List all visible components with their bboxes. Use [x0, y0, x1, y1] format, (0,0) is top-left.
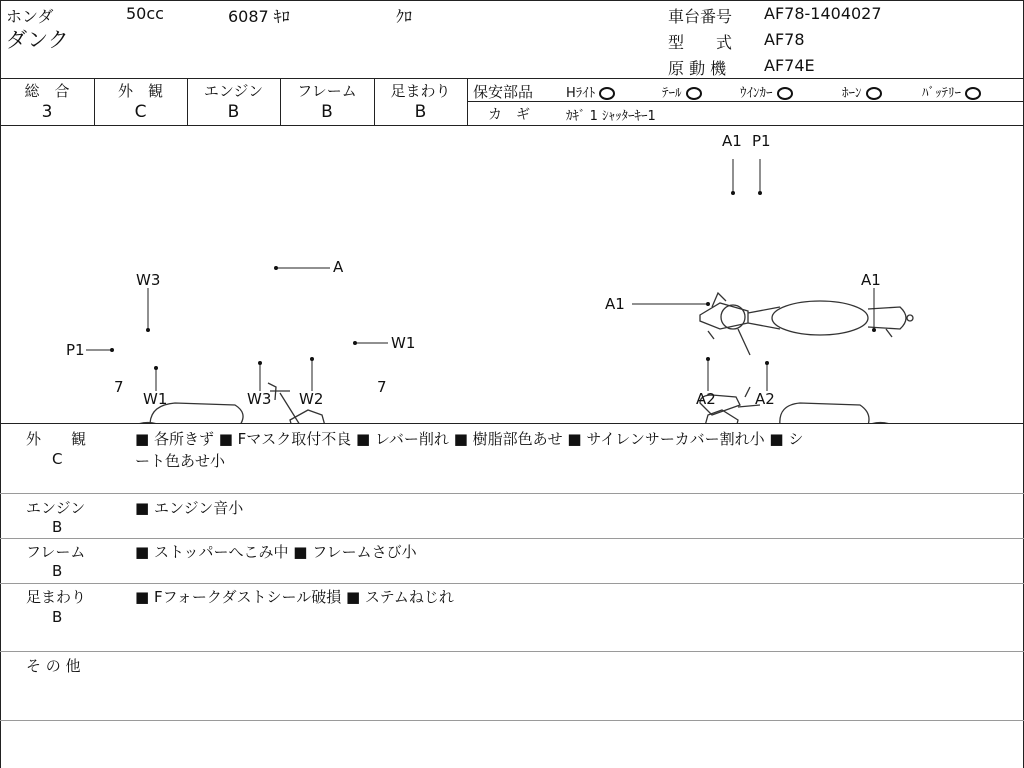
suspension-label: 足まわり — [390, 82, 451, 100]
safety-item-horn: ﾎｰﾝ — [842, 82, 882, 101]
label-right-a1-top: A1 — [861, 271, 881, 289]
notes-frame-grade: B — [52, 562, 63, 580]
key-label: カ ギ — [488, 107, 530, 123]
engine-grade: B — [227, 102, 240, 122]
ok-circle-icon — [599, 87, 615, 100]
label-left-7-a: 7 — [114, 378, 124, 396]
safety-item-winker: ｳｲﾝｶｰ — [740, 82, 793, 101]
ok-circle-icon — [777, 87, 793, 100]
exterior-grade: C — [134, 102, 147, 122]
label-left-7-b: 7 — [377, 378, 387, 396]
safety-item-tail: ﾃｰﾙ — [662, 82, 702, 101]
divider — [0, 78, 1024, 79]
label-right-a2-b: A2 — [755, 390, 775, 408]
notes-engine-label: エンジン — [26, 499, 86, 517]
key-value: ｶｷﾞ 1 ｼｬｯﾀｰｷｰ1 — [566, 109, 656, 124]
label-left-w2: W2 — [299, 390, 324, 408]
notes-exterior-grade: C — [52, 450, 63, 468]
notes-frame-label: フレーム — [26, 543, 86, 561]
notes-exterior-label: 外 観 — [26, 430, 87, 448]
frame-no: AF78-1404027 — [764, 4, 882, 23]
maker: ホンダ — [6, 7, 54, 26]
notes-exterior-line1: ■ 各所きず ■ Fマスク取付不良 ■ レバー削れ ■ 樹脂部色あせ ■ サイレンサーカバー割れ小 ■ シ — [135, 430, 804, 448]
label-left-w1-right: W1 — [391, 334, 416, 352]
divider — [467, 101, 1024, 102]
scooter-top-view — [700, 293, 913, 355]
label-right-a2-a: A2 — [696, 390, 716, 408]
safety-item-battery: ﾊﾞｯﾃﾘｰ — [922, 82, 981, 101]
suspension-grade: B — [414, 102, 427, 122]
engine-model-value: AF74E — [764, 56, 815, 75]
notes-suspension-text: ■ Fフォークダストシール破損 ■ ステムねじれ — [135, 588, 454, 606]
divider — [0, 493, 1024, 494]
overall-grade: 3 — [41, 102, 53, 122]
divider — [0, 720, 1024, 721]
label-left-w3-bottom: W3 — [247, 390, 272, 408]
label-left-w1-bottom: W1 — [143, 390, 168, 408]
notes-exterior-line2: ート色あせ小 — [135, 452, 226, 470]
safety-label: 保安部品 — [473, 83, 534, 101]
ok-circle-icon — [965, 87, 981, 100]
label-left-w3-top: W3 — [136, 271, 161, 289]
label-left-p1: P1 — [66, 341, 85, 359]
damage-diagram — [0, 125, 1024, 423]
safety-item-headlight: Hﾗｲﾄ — [566, 82, 615, 101]
color: ｸﾛ — [396, 7, 413, 26]
engine-model-label: 原 動 機 — [668, 59, 727, 78]
type-label: 型 式 — [668, 33, 733, 52]
ok-circle-icon — [866, 87, 882, 100]
notes-engine-grade: B — [52, 518, 63, 536]
notes-other-label: そ の 他 — [26, 657, 81, 675]
ok-circle-icon — [686, 87, 702, 100]
divider — [467, 78, 468, 125]
frame-label: フレーム — [297, 82, 357, 100]
notes-frame-text: ■ ストッパーへこみ中 ■ フレームさび小 — [135, 543, 417, 561]
label-left-a: A — [333, 258, 344, 276]
divider — [0, 651, 1024, 652]
displacement: 50cc — [126, 4, 164, 23]
label-top-a1: A1 — [722, 132, 742, 150]
divider — [0, 583, 1024, 584]
notes-engine-text: ■ エンジン音小 — [135, 499, 244, 517]
frame-grade: B — [321, 102, 333, 122]
engine-label: エンジン — [203, 82, 264, 100]
notes-suspension-grade: B — [52, 608, 63, 626]
mileage: 6087 ｷﾛ — [228, 7, 290, 26]
model-name: ダンク — [6, 28, 69, 52]
frame-no-label: 車台番号 — [668, 7, 733, 26]
overall-label: 総 合 — [24, 82, 70, 100]
divider — [0, 538, 1024, 539]
label-right-a1-left: A1 — [605, 295, 625, 313]
scooter-right-view — [644, 387, 920, 423]
notes-suspension-label: 足まわり — [26, 588, 87, 606]
exterior-label: 外 観 — [117, 82, 163, 100]
label-top-p1: P1 — [752, 132, 771, 150]
divider — [0, 423, 1024, 424]
type-value: AF78 — [764, 30, 805, 49]
